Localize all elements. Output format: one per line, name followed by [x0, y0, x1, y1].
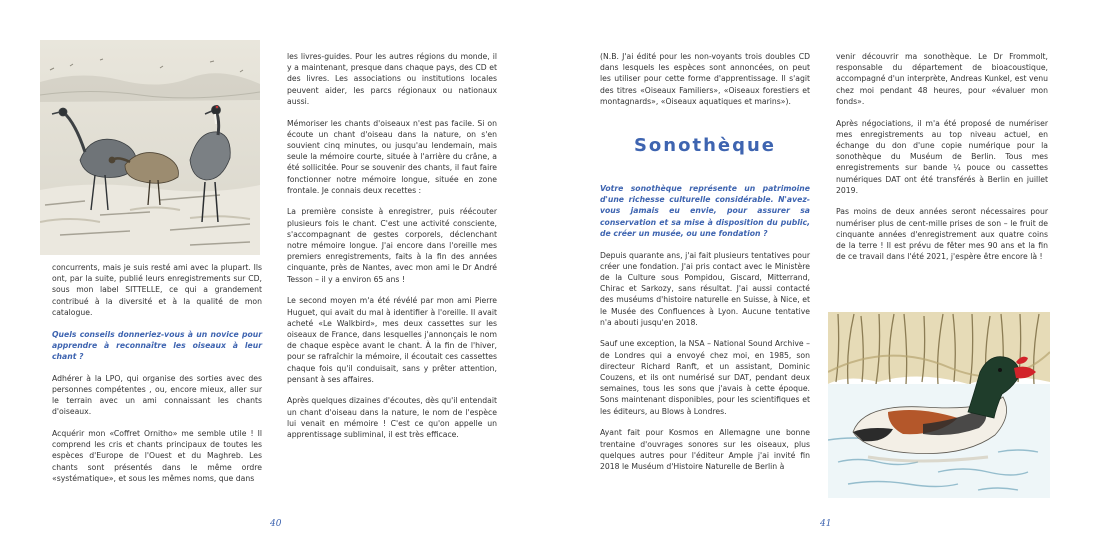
paragraph: Depuis quarante ans, j'ai fait plusieurs tentatives pour créer une fondation. J'ai pris contact avec le Ministère de la Culture sous Pompidou, Giscard, Mitterrand, Chirac et Sarkozy, sans résultat. J'ai aussi contacté des muséums d'histoire naturelle en Suisse, à Nice, et le Musée des Confluences à Lyon. Aucune tentative n'a abouti jusqu'en 2018.	[600, 250, 810, 327]
column-2	[287, 51, 497, 451]
paragraph: Adhérer à la LPO, qui organise des sorties avec des personnes compétentes , ou, encore mieux, aller sur le terrain avec un ami connaissant les chants d'oiseaux.	[52, 373, 262, 417]
paragraph: Sauf une exception, la NSA – National Sound Archive – de Londres qui a envoyé chez moi, en 1985, son directeur Richard Ranft, et un assistant, Dominic Couzens, et ils ont numérisé sur DAT, pendant deux semaines, tous les sons que j'avais à cette époque. Sons maintenant disponibles, pour les scientifiques et les éditeurs, au Blows à Londres.	[600, 339, 810, 416]
paragraph: concurrents, mais je suis resté ami avec la plupart. Ils ont, par la suite, publié leurs enregistrements sur CD, sous mon label SITTELLE, ce qui a grandement contribué à la diversité et à la qualité de mon catalogue.	[52, 263, 262, 317]
paragraph: La première consiste à enregistrer, puis réécouter plusieurs fois le chant. C'est une activité consciente, s'accompagnant de gestes corporels, déclenchant notre mémoire longue. J'ai encore dans l'oreille mes premiers enregistrements, faits à la fin des années cinquante, près de Nantes, avec mon ami le Dr André Tesson – il y a environ 65 ans !	[287, 207, 497, 284]
paragraph: Pas moins de deux années seront nécessaires pour numériser plus de cent-mille prises de son – le fruit de cinquante années d'enregistrement aux quatre coins de la terre ! Il est prévu de fêter mes 90 ans et la fin de ce travail dans l'été 2021, j'espère être encore là !	[836, 207, 1048, 262]
column-3	[600, 51, 810, 483]
paragraph: (N.B. J'ai édité pour les non-voyants trois doubles CD dans lesquels les espèces sont annoncées, on peut les utiliser pour cette forme d'apprentissage. Il s'agit des titres «Oiseaux Familiers», «Oiseaux forestiers et montagnards», «Oiseaux aquatiques et marins»).	[600, 52, 810, 106]
paragraph: Après quelques dizaines d'écoutes, dès qu'il entendait un chant d'oiseau dans la nature, le nom de l'espèce lui venait en mémoire ! C'est ce qu'on appelle un apprentissage subliminal, il est très efficace.	[287, 396, 497, 440]
column-1	[52, 262, 262, 494]
crane-illustration	[40, 40, 260, 255]
paragraph: Ayant fait pour Kosmos en Allemagne une bonne trentaine d'ouvrages sonores sur les oiseaux, plus quelques autres pour l'éditeur Ample j'ai invité fin 2018 le Muséum d'Histoire Naturelle de Berlin à	[600, 428, 810, 471]
paragraph: Le second moyen m'a été révélé par mon ami Pierre Huguet, qui avait du mal à identifier à l'oreille. Il avait acheté «Le Walkbird», mes deux cassettes sur les oiseaux de France, dans lesquelles j'annonçais le nom de chaque espèce avant le chant. À la fin de l'hiver, pour se rafraîchir la mémoire, il écoutait ces cassettes chaque fois qu'il conduisait, sans y prêter attention, pensant à ses affaires.	[287, 296, 497, 384]
paragraph: Acquérir mon «Coffret Ornitho» me semble utile ! Il comprend les cris et chants principaux de toutes les espèces d'Europe de l'Ouest et du Maghreb. Les chants sont présentés dans le même ordre «systématique», et sous les mêmes noms, que dans	[52, 428, 262, 483]
page-number-right: 41	[820, 519, 832, 529]
interview-question: Quels conseils donneriez-vous à un novice pour apprendre à reconnaître les oiseaux à leur chant ?	[52, 329, 262, 361]
shelduck-illustration	[828, 312, 1050, 498]
paragraph: Mémoriser les chants d'oiseaux n'est pas facile. Si on écoute un chant d'oiseau dans la nature, on s'en souvient cinq minutes, ou jusqu'au lendemain, mais seule la mémoire courte, située à l'arrière du crâne, a été sollicitée. Pour se souvenir des chants, il faut faire fonctionner notre mémoire longue, située en zone frontale. Je connais deux recettes :	[287, 118, 497, 195]
paragraph: Après négociations, il m'a été proposé de numériser mes enregistrements au top niveau actuel, en échange du don d'une copie numérique pour la sonothèque du Muséum de Berlin. Tous mes enregistrements sur bande ¼ pouce ou cassettes numériques DAT ont été transférés à Berlin en juillet 2019.	[836, 118, 1048, 195]
section-title: Sonothèque	[633, 135, 777, 157]
paragraph: venir découvrir ma sonothèque. Le Dr Frommolt, responsable du département de bioacoustique, accompagné d'un interprète, Andreas Kunkel, est venu chez moi pendant 48 heures, pour «évaluer mon fonds».	[836, 52, 1048, 106]
paragraph: les livres-guides. Pour les autres régions du monde, il y a maintenant, presque dans chaque pays, des CD et des livres. Les associations ou institutions locales peuvent aider, les parcs régionaux ou nationaux aussi.	[287, 52, 497, 106]
page-number-left: 40	[270, 519, 282, 529]
interview-question: Votre sonothèque représente un patrimoine d'une richesse culturelle considérable. N'avez-vous jamais eu envie, pour assurer sa conservation et sa mise à disposition du public, de créer un musée, ou une fondation ?	[600, 184, 810, 238]
column-4	[836, 51, 1048, 273]
